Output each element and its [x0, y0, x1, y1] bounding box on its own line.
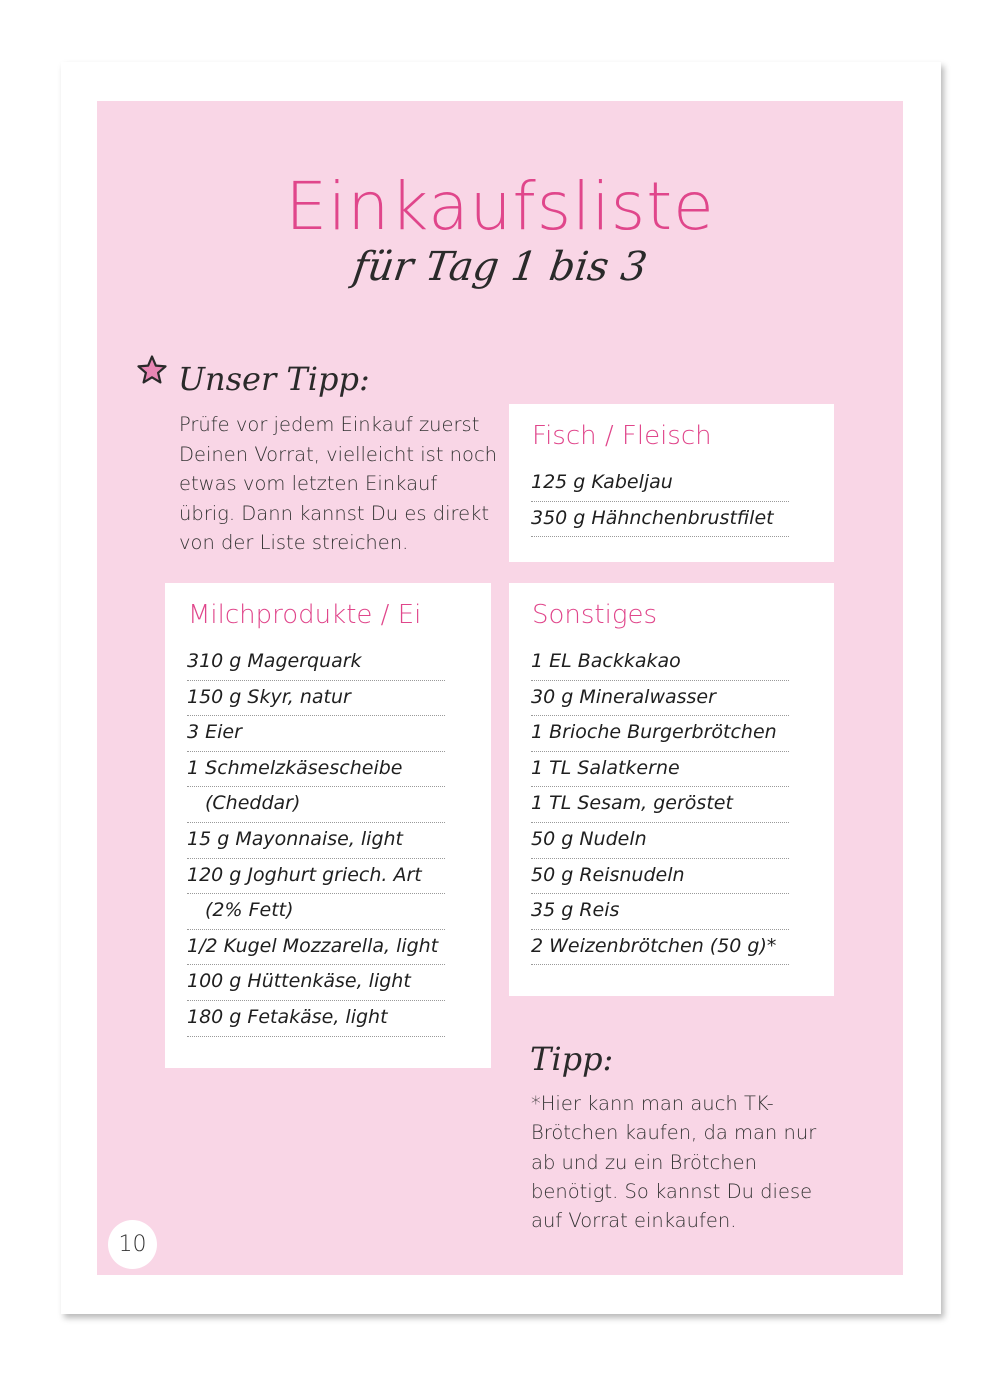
- page-subtitle: für Tag 1 bis 3: [350, 244, 650, 290]
- list-item: 350 g Hähnchenbrustfilet: [531, 502, 789, 538]
- list-item: 1 Schmelzkäsescheibe: [187, 752, 445, 788]
- card-fisch-fleisch: [509, 404, 834, 562]
- list-item: 2 Weizenbrötchen (50 g)*: [531, 930, 789, 966]
- list-item: 50 g Reisnudeln: [531, 859, 789, 895]
- note-heading: Tipp:: [530, 1040, 614, 1078]
- list-item: 310 g Magerquark: [187, 645, 445, 681]
- tip-heading: Unser Tipp:: [178, 360, 370, 398]
- list-item: 1 EL Backkakao: [531, 645, 789, 681]
- list-item: 100 g Hüttenkäse, light: [187, 965, 445, 1001]
- card-title: Sonstiges: [532, 600, 657, 630]
- tip-text: Prüfe vor jedem Einkauf zuerst Deinen Vorrat, vielleicht ist noch etwas vom letzten Einkauf übrig. Dann kannst Du es direkt von der Liste streichen.: [179, 413, 498, 554]
- list-item: 1 Brioche Burgerbrötchen: [531, 716, 789, 752]
- list-item: 1 TL Sesam, geröstet: [531, 787, 789, 823]
- list-item: 180 g Fetakäse, light: [187, 1001, 445, 1037]
- card-sonstiges: [509, 583, 834, 996]
- list-item: (Cheddar): [187, 787, 445, 823]
- list-item: 150 g Skyr, natur: [187, 681, 445, 717]
- list-item: 30 g Mineralwasser: [531, 681, 789, 717]
- list-item: 1/2 Kugel Mozzarella, light: [187, 930, 445, 966]
- card-milchprodukte: [165, 583, 491, 1068]
- page-number: 10: [108, 1220, 157, 1269]
- card-title: Fisch / Fleisch: [532, 421, 712, 451]
- page-title: Einkaufsliste: [285, 168, 715, 245]
- item-list: [187, 645, 445, 1037]
- list-item: 50 g Nudeln: [531, 823, 789, 859]
- star-icon: [136, 354, 168, 386]
- list-item: 15 g Mayonnaise, light: [187, 823, 445, 859]
- card-title: Milchprodukte / Ei: [188, 600, 422, 630]
- list-item: 3 Eier: [187, 716, 445, 752]
- list-item: 35 g Reis: [531, 894, 789, 930]
- list-item: 120 g Joghurt griech. Art: [187, 859, 445, 895]
- list-item: 1 TL Salatkerne: [531, 752, 789, 788]
- list-item: 125 g Kabeljau: [531, 466, 789, 502]
- item-list: [531, 645, 789, 965]
- item-list: [531, 466, 789, 537]
- list-item: (2% Fett): [187, 894, 445, 930]
- note-text: *Hier kann man auch TK-Brötchen kaufen, da man nur ab und zu ein Brötchen benötigt. So kannst Du diese auf Vorrat einkaufen.: [531, 1092, 817, 1233]
